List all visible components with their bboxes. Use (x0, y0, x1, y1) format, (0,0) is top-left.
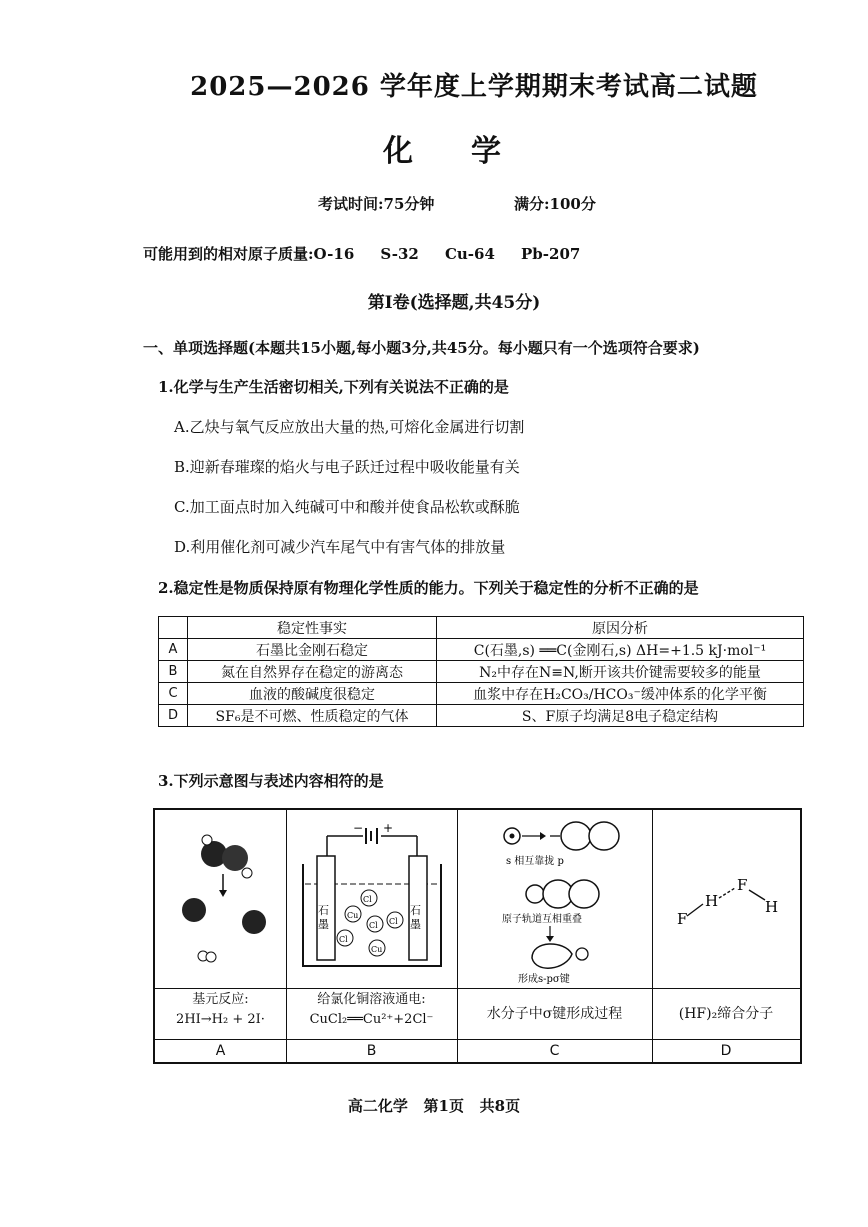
caption-c (457, 1004, 652, 1024)
page-footer: 高二化学 第1页 共8页 (347, 1097, 521, 1115)
table-row (159, 683, 804, 705)
caption-a-line1: 基元反应: (192, 992, 249, 1007)
row-label: D (159, 705, 188, 727)
q1-stem: 1.化学与生产生活密切相关,下列有关说法不正确的是 (158, 378, 509, 396)
q3-figure-table (153, 808, 802, 1064)
table-header-row (159, 617, 804, 639)
table-header-cell: 稳定性事实 (188, 617, 437, 639)
q3-stem: 3.下列示意图与表述内容相符的是 (158, 772, 384, 790)
svg-text:−: − (353, 821, 364, 835)
figure-b-electrolysis (289, 816, 455, 986)
orbital-label-1: s 相互靠拢 p (506, 856, 564, 867)
svg-text:Cu: Cu (347, 911, 359, 920)
table-header-cell: 原因分析 (437, 617, 804, 639)
svg-text:F: F (677, 910, 688, 928)
q2-stem: 2.稳定性是物质保持原有物理化学性质的能力。下列关于稳定性的分析不正确的是 (158, 579, 699, 597)
table-row (159, 705, 804, 727)
table-cell: N₂中存在N≡N,断开该共价键需要较多的能量 (437, 661, 804, 683)
atomic-masses: 可能用到的相对原子质量:O-16 S-32 Cu-64 Pb-207 (143, 245, 581, 263)
table-cell: SF₆是不可燃、性质稳定的气体 (188, 705, 437, 727)
caption-d (652, 1004, 800, 1024)
caption-b (286, 990, 457, 1030)
table-cell: 血液的酸碱度很稳定 (188, 683, 437, 705)
table-header-cell (159, 617, 188, 639)
subject-title: 化学 (383, 134, 559, 169)
caption-b-line2: CuCl₂══Cu²⁺+2Cl⁻ (309, 1012, 434, 1027)
exam-title: 2025—2026 学年度上学期期末考试高二试题 (190, 72, 758, 102)
choice-letter-d: D (720, 1043, 732, 1059)
svg-text:墨: 墨 (410, 918, 421, 931)
divider (155, 988, 800, 989)
table-row (159, 661, 804, 683)
full-score: 满分:100分 (514, 195, 596, 213)
table-cell: 石墨比金刚石稳定 (188, 639, 437, 661)
svg-text:H: H (705, 892, 719, 910)
svg-text:Cl: Cl (369, 921, 378, 930)
orbital-label-2: 原子轨道互相重叠 (502, 914, 582, 925)
divider (155, 1039, 800, 1040)
electrode-label-left: 石 (318, 904, 329, 917)
caption-a-line2: 2HI→H₂ + 2I· (176, 1012, 265, 1027)
divider (652, 810, 653, 1062)
svg-text:+: + (383, 821, 394, 835)
choice-letter-b: B (366, 1043, 377, 1059)
orbital-label-3: 形成s-pσ键 (518, 974, 570, 985)
caption-c-line1: 水分子中σ键形成过程 (486, 1006, 623, 1022)
row-label: B (159, 661, 188, 683)
caption-a (155, 990, 286, 1030)
figure-a-molecules (159, 818, 283, 983)
svg-text:Cu: Cu (371, 945, 383, 954)
svg-text:F: F (737, 876, 748, 894)
q1-option-c: C.加工面点时加入纯碱可中和酸并使食品松软或酥脆 (174, 498, 520, 516)
table-row (159, 639, 804, 661)
table-cell: S、F原子均满足8电子稳定结构 (437, 705, 804, 727)
row-label: C (159, 683, 188, 705)
choice-letter-a: A (215, 1043, 226, 1059)
electrode-label-right: 石 (410, 904, 421, 917)
q2-table (158, 616, 804, 727)
table-cell: C(石墨,s) ══C(金刚石,s) ΔH=+1.5 kJ·mol⁻¹ (437, 639, 804, 661)
caption-d-line1: (HF)₂缔合分子 (678, 1006, 774, 1022)
q1-option-b: B.迎新春璀璨的焰火与电子跃迁过程中吸收能量有关 (174, 458, 520, 476)
svg-text:Cl: Cl (339, 935, 348, 944)
section-heading: 第Ⅰ卷(选择题,共45分) (367, 293, 541, 313)
q1-option-d: D.利用催化剂可减少汽车尾气中有害气体的排放量 (174, 538, 506, 556)
figure-c-orbital-overlap (460, 814, 650, 986)
svg-text:Cl: Cl (389, 917, 398, 926)
row-label: A (159, 639, 188, 661)
svg-text:H: H (765, 898, 779, 916)
svg-text:墨: 墨 (318, 918, 329, 931)
q1-option-a: A.乙炔与氧气反应放出大量的热,可熔化金属进行切割 (174, 418, 525, 436)
table-cell: 血浆中存在H₂CO₃/HCO₃⁻缓冲体系的化学平衡 (437, 683, 804, 705)
part-one-heading: 一、单项选择题(本题共15小题,每小题3分,共45分。每小题只有一个选项符合要求) (143, 339, 700, 357)
exam-time: 考试时间:75分钟 (318, 195, 435, 213)
caption-b-line1: 给氯化铜溶液通电: (317, 992, 426, 1007)
choice-letter-c: C (549, 1043, 560, 1059)
divider (457, 810, 458, 1062)
figure-d-hf-dimer (655, 820, 800, 980)
svg-text:Cl: Cl (363, 895, 372, 904)
table-cell: 氮在自然界存在稳定的游离态 (188, 661, 437, 683)
